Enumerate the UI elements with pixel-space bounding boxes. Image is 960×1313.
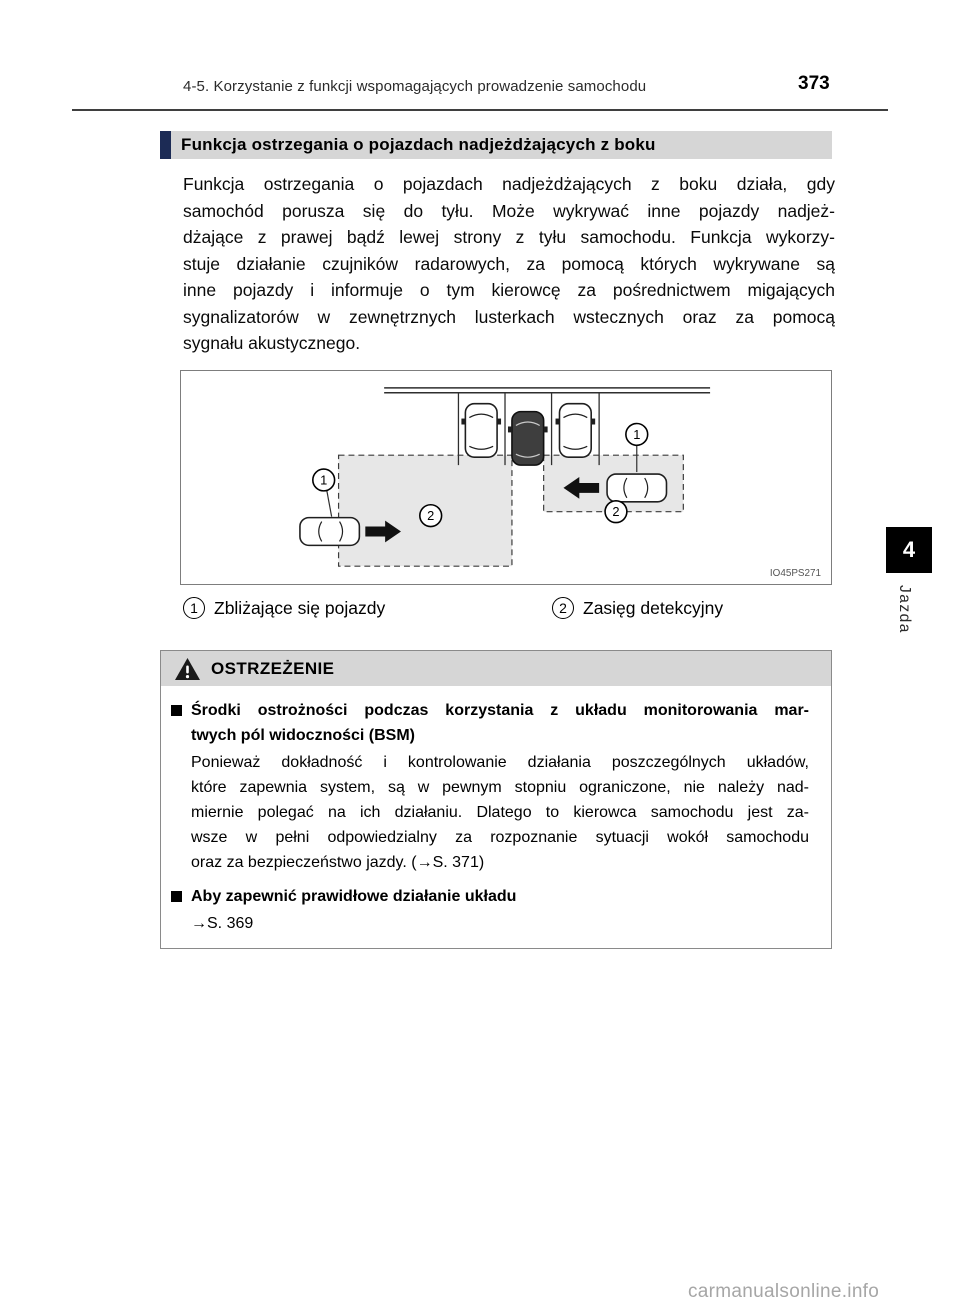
warning-item-body [191, 750, 809, 875]
warning-title: OSTRZEŻENIE [211, 658, 335, 678]
header-divider [72, 109, 888, 111]
warning-body [161, 686, 831, 948]
square-bullet-icon [171, 705, 182, 716]
section-accent-square [160, 131, 171, 159]
intro-line: sygnalizatorów w zewnętrznych lusterkach wstecznych oraz za pomocą [183, 306, 835, 327]
section-heading-bar [160, 131, 832, 159]
legend-label: Zbliżające się pojazdy [214, 597, 386, 618]
warning-body-line: wsze w pełni odpowiedzialny za rozpoznanie sytuacji wokół samochodu [191, 829, 809, 846]
callout-2-left [420, 505, 442, 527]
intro-line: sygnału akustycznego. [183, 333, 361, 353]
watermark: carmanualsonline.info [688, 1281, 880, 1302]
warning-item-title-line: twych pól widoczności (BSM) [191, 727, 416, 744]
legend-label: Zasięg detekcyjny [583, 597, 724, 618]
warning-body-line: Ponieważ dokładność i kontrolowanie działania poszczególnych układów, [191, 754, 809, 771]
warning-item-content [191, 698, 809, 875]
svg-text:2: 2 [612, 504, 620, 520]
callout-1-badge: 1 [183, 597, 205, 619]
intro-paragraph [183, 171, 835, 357]
intro-line: inne pojazdy i informuje o tym kierowcę za pośrednictwem migających [183, 280, 835, 300]
warning-header [161, 651, 831, 686]
warning-body-line: które zapewnia system, są w pewnym stopniu ograniczone, nie należy nad- [191, 779, 809, 796]
callout-2-badge: 2 [552, 597, 574, 619]
section-title: Funkcja ostrzegania o pojazdach nadjeżdżających z boku [181, 135, 656, 154]
intro-line: Funkcja ostrzegania o pojazdach nadjeżdżających z boku działa, gdy [183, 174, 835, 194]
parked-car-icon [461, 404, 501, 457]
callout-2-right [605, 501, 627, 523]
square-bullet-icon [171, 891, 182, 902]
page-reference: →S. 369 [191, 915, 254, 932]
parking-diagram [181, 371, 831, 584]
svg-text:1: 1 [633, 426, 641, 442]
parking-boundary-lines [384, 388, 710, 393]
intro-line: stuje działanie czujników radarowych, za pomocą których wykrywane są [183, 253, 835, 274]
chapter-tab-label: Jazda [896, 585, 913, 634]
page-number: 373 [798, 73, 830, 94]
legend-item-zone [552, 597, 723, 619]
intro-line: dżające z prawej bądź lewej strony z tyłu samochodu. Funkcja wykorzy- [183, 227, 835, 247]
chapter-tab-number: 4 [886, 527, 932, 573]
svg-text:2: 2 [427, 508, 435, 524]
warning-item-proper-operation [171, 884, 809, 936]
warning-box [160, 650, 832, 949]
warning-item-content [191, 884, 809, 936]
legend-item-vehicles [183, 597, 385, 619]
subject-vehicle-icon [508, 412, 548, 465]
warning-triangle-icon [174, 657, 201, 681]
spacer [171, 875, 809, 882]
running-header: 4-5. Korzystanie z funkcji wspomagających prowadzenie samochodu [183, 78, 647, 95]
approaching-car-left-icon [300, 518, 359, 546]
warning-body-line: miernie polegać na ich działaniu. Dlatego to kierowca samochodu jest za- [191, 804, 809, 821]
warning-item-title-line: Aby zapewnić prawidłowe działanie układu [191, 888, 517, 905]
figure-legend [183, 597, 835, 623]
warning-body-line: oraz za bezpieczeństwo jazdy. (→S. 371) [191, 854, 485, 871]
intro-line: samochód porusza się do tyłu. Może wykrywać inne pojazdy nadjeż- [183, 200, 835, 221]
callout-1-left [313, 469, 335, 517]
rcta-figure [180, 370, 832, 585]
figure-code: IO45PS271 [769, 568, 822, 580]
warning-item-title-line: Środki ostrożności podczas korzystania z układu monitorowania mar- [191, 702, 809, 719]
approaching-car-right-icon [607, 474, 666, 502]
svg-text:1: 1 [320, 472, 328, 488]
parked-car-icon [556, 404, 596, 457]
warning-item-bsm-precautions [171, 698, 809, 875]
